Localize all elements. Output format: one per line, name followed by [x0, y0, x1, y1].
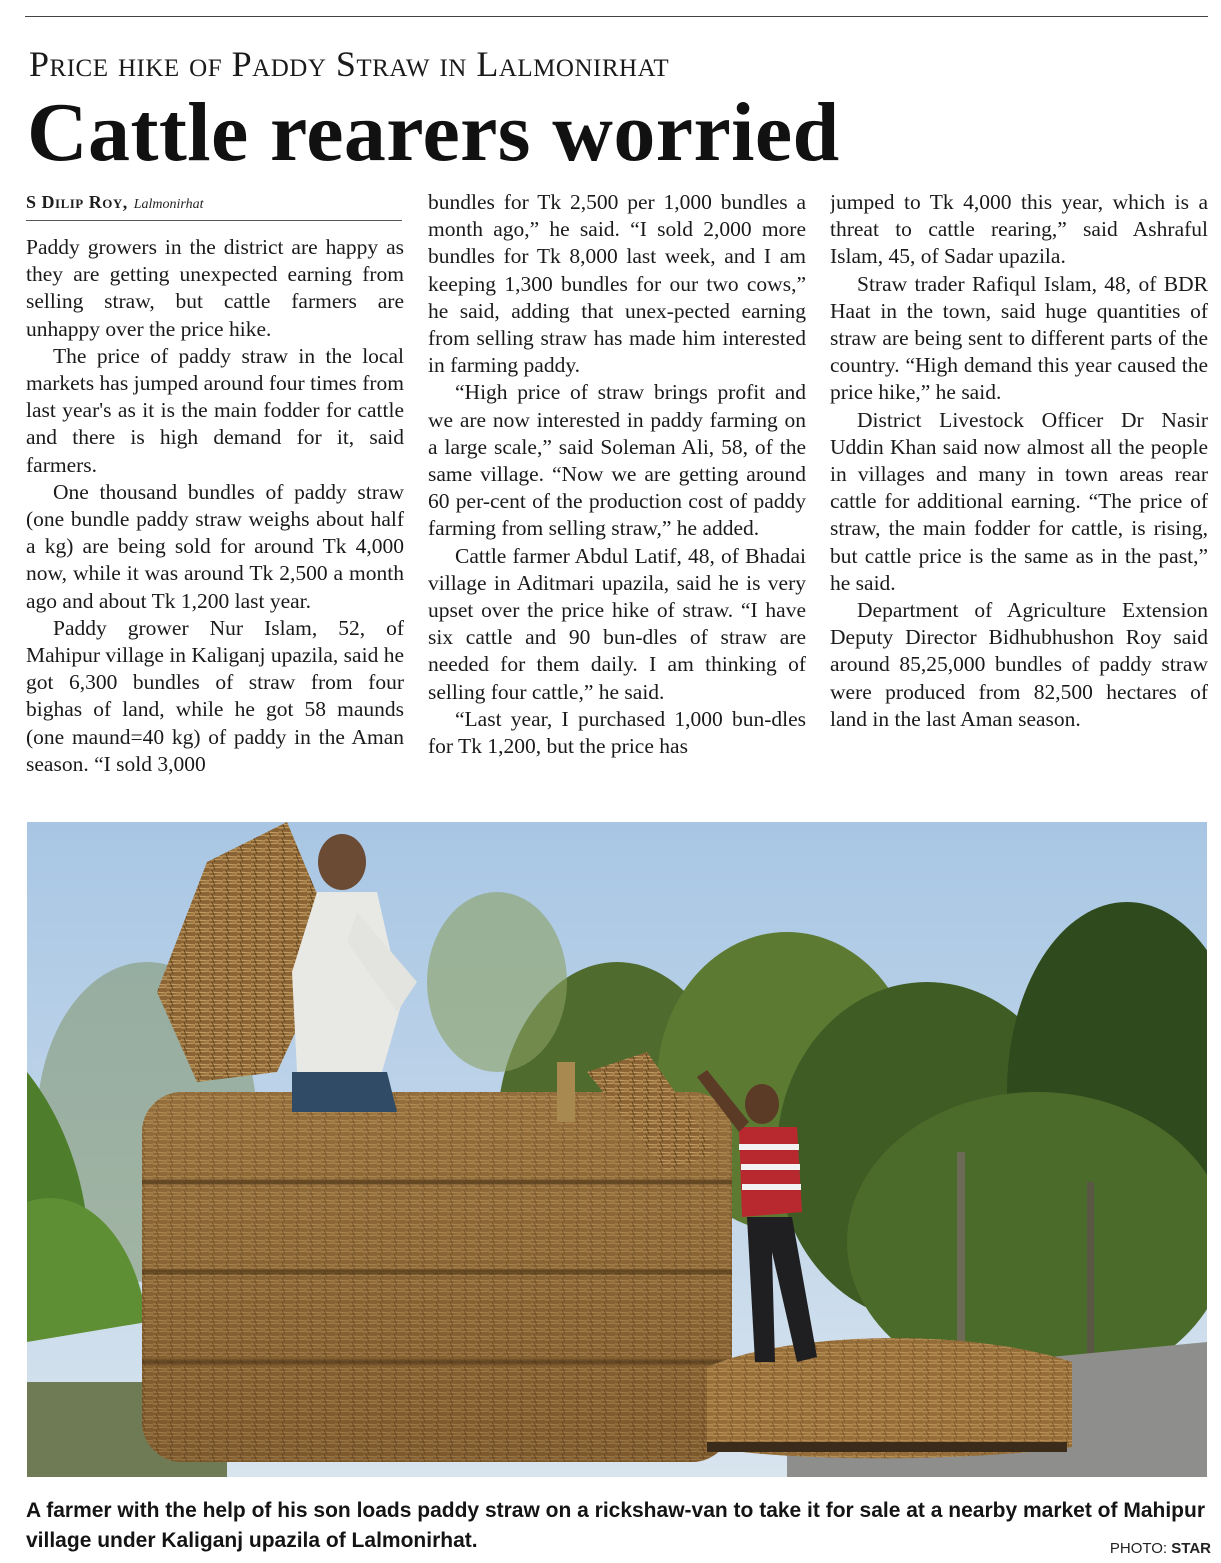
- headline: Cattle rearers worried: [27, 86, 840, 179]
- paragraph: “Last year, I purchased 1,000 bun-dles for Tk 1,200, but the price has: [428, 706, 806, 759]
- article-column-1: [26, 234, 404, 822]
- paragraph: Department of Agriculture Extension Deputy Director Bidhubhushon Roy said around 85,25,000 bundles of paddy straw were produced from 82,500 hectares of land in the last Aman season.: [830, 598, 1208, 731]
- paragraph: jumped to Tk 4,000 this year, which is a threat to cattle rearing,” said Ashraful Islam, 45, of Sadar upazila.: [830, 190, 1208, 269]
- paragraph: Paddy grower Nur Islam, 52, of Mahipur village in Kaliganj upazila, said he got 6,300 bundles of straw from four bighas of land, while he got 58 maunds (one maund=40 kg) of paddy in the Aman season. “I sold 3,000: [26, 615, 404, 776]
- paragraph: bundles for Tk 2,500 per 1,000 bundles a month ago,” he said. “I sold 2,000 more bundles for Tk 8,000 last week, and I am keeping 1,300 bundles for our two cows,” he said, adding that unex-pected earning from selling straw has made him interested in farming paddy.: [428, 190, 806, 378]
- paragraph: One thousand bundles of paddy straw (one bundle paddy straw weighs about half a kg) are being sold for around Tk 4,000 now, while it was around Tk 2,500 a month ago and about Tk 1,200 last year.: [26, 479, 404, 613]
- photo-credit-source: STAR: [1171, 1540, 1211, 1557]
- paragraph: Paddy growers in the district are happy as they are getting unexpected earning from selling straw, but cattle farmers are unhappy over the price hike.: [26, 235, 404, 341]
- paragraph: “High price of straw brings profit and we are now interested in paddy farming on a large scale,” said Soleman Ali, 58, of the same village. “Now we are getting around 60 per-cent of the production cost of paddy farming from selling straw,” he added.: [428, 380, 806, 541]
- paragraph: Cattle farmer Abdul Latif, 48, of Bhadai village in Aditmari upazila, said he is very upset over the price hike of straw. “I have six cattle and 90 bun-dles of straw are needed for them daily. I am thinking of selling four cattle,” he said.: [428, 543, 806, 704]
- photo-credit-label: PHOTO:: [1109, 1540, 1168, 1557]
- paragraph: The price of paddy straw in the local markets has jumped around four times from last year's as it is the main fodder for cattle and there is high demand for it, said farmers.: [26, 343, 404, 477]
- photo-caption: A farmer with the help of his son loads paddy straw on a rickshaw-van to take it for sale at a nearby market of Mahipur village under Kaliganj upazila of Lalmonirhat.: [26, 1499, 1206, 1552]
- news-photo: [27, 822, 1207, 1477]
- article-column-3: [830, 189, 1208, 822]
- byline-location: Lalmonirhat: [133, 197, 204, 212]
- paragraph: District Livestock Officer Dr Nasir Uddin Khan said now almost all the people in villages and many in town areas rear cattle for additional earning. “The price of straw, the main fodder for cattle, is rising, but cattle price is the same as in the past,” he said.: [830, 407, 1208, 595]
- paragraph: Straw trader Rafiqul Islam, 48, of BDR Haat in the town, said huge quantities of straw are being sent to different parts of the country. “High demand this year caused the price hike,” he said.: [830, 271, 1208, 405]
- kicker: Price hike of Paddy Straw in Lalmonirhat: [29, 44, 670, 84]
- article-column-2: [428, 189, 806, 822]
- photo-credit: [1093, 1540, 1211, 1557]
- byline: [26, 190, 402, 221]
- top-rule: [25, 16, 1208, 17]
- byline-author: S Dilip Roy,: [26, 192, 128, 212]
